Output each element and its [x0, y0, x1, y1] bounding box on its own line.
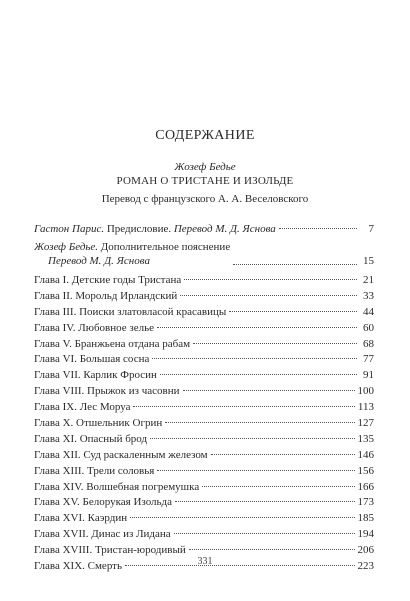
chapter-title: Глава IV. Любовное зелье	[34, 321, 155, 334]
chapter-entry[interactable]	[34, 289, 374, 305]
chapter-page-number: 194	[357, 528, 374, 541]
chapter-page-number: 206	[357, 544, 374, 557]
chapter-page-number: 166	[357, 480, 374, 493]
dot-leader	[211, 454, 355, 455]
chapter-entry[interactable]	[34, 368, 374, 384]
chapter-title: Глава III. Поиски златовласой красавицы	[34, 305, 227, 318]
dot-leader	[157, 327, 357, 328]
book-title: РОМАН О ТРИСТАНЕ И ИЗОЛЬДЕ	[116, 175, 294, 187]
dot-leader	[202, 486, 354, 487]
entry-translator: Перевод М. Д. Яснова	[173, 223, 276, 235]
entry-text	[34, 240, 230, 268]
entry-author: Жозеф Бедье.	[34, 240, 99, 253]
chapter-title: Глава XV. Белорукая Изольда	[34, 496, 173, 509]
dot-leader	[150, 438, 354, 439]
chapter-entry[interactable]	[34, 273, 374, 289]
chapter-page-number: 223	[357, 560, 374, 573]
chapter-entry[interactable]	[34, 337, 374, 353]
chapter-page-number: 146	[357, 448, 374, 461]
chapter-entry[interactable]	[34, 352, 374, 368]
chapter-entry[interactable]	[34, 527, 374, 543]
entry-title: Предисловие.	[104, 223, 174, 235]
dot-leader	[174, 533, 355, 534]
dot-leader	[160, 374, 357, 375]
dot-leader	[180, 295, 357, 296]
chapter-entry[interactable]	[34, 464, 374, 480]
chapter-page-number: 173	[357, 496, 374, 509]
chapter-entry[interactable]	[34, 495, 374, 511]
chapter-title: Глава II. Морольд Ирландский	[34, 289, 178, 302]
dot-leader	[157, 470, 354, 471]
book-author: Жозеф Бедье	[174, 161, 236, 173]
chapter-title: Глава V. Бранжьена отдана рабам	[34, 337, 191, 350]
chapter-title: Глава X. Отшельник Огрин	[34, 417, 163, 430]
dot-leader	[183, 390, 355, 391]
chapter-page-number: 100	[357, 385, 374, 398]
chapter-page-number: 156	[357, 464, 374, 477]
chapter-page-number: 44	[363, 305, 374, 318]
chapter-entry[interactable]	[34, 511, 374, 527]
dot-leader	[152, 358, 357, 359]
chapter-entry[interactable]	[34, 305, 374, 321]
chapter-title: Глава VI. Большая сосна	[34, 353, 150, 366]
chapter-entry[interactable]	[34, 448, 374, 464]
dot-leader	[193, 343, 357, 344]
chapter-page-number: 68	[363, 337, 374, 350]
entry-page-number: 7	[368, 223, 374, 235]
chapter-title: Глава VII. Карлик Фросин	[34, 369, 157, 382]
dot-leader	[279, 228, 357, 229]
chapter-list	[34, 273, 374, 575]
entry-translator: Перевод М. Д. Яснова	[48, 254, 150, 267]
chapter-title: Глава XIV. Волшебная погремушка	[34, 480, 200, 493]
chapter-title: Глава IX. Лес Моруа	[34, 401, 131, 414]
chapter-page-number: 127	[357, 417, 374, 430]
chapter-entry[interactable]	[34, 400, 374, 416]
translation-note: Перевод с французского А. А. Веселовского	[101, 193, 309, 205]
dot-leader	[184, 279, 357, 280]
page-number: 331	[197, 556, 213, 567]
chapter-entry[interactable]	[34, 384, 374, 400]
chapter-title: Глава XII. Суд раскаленным железом	[34, 448, 208, 461]
dot-leader	[233, 264, 357, 265]
chapter-page-number: 33	[363, 289, 374, 302]
chapter-title: Глава XVIII. Тристан-юродивый	[34, 544, 186, 557]
entry-line-1	[34, 241, 230, 253]
chapter-entry[interactable]	[34, 416, 374, 432]
front-matter-entry[interactable]	[34, 222, 374, 238]
chapter-entry[interactable]	[34, 432, 374, 448]
chapter-page-number: 185	[357, 512, 374, 525]
entry-title: Дополнительное пояснение	[98, 240, 231, 253]
chapter-entry[interactable]	[34, 480, 374, 496]
entry-author: Гастон Парис.	[34, 223, 105, 235]
chapter-page-number: 60	[363, 321, 374, 334]
dot-leader	[165, 422, 354, 423]
dot-leader	[133, 406, 354, 407]
dot-leader	[175, 501, 354, 502]
chapter-title: Глава XIX. Смерть	[34, 560, 122, 573]
chapter-title: Глава XI. Опасный брод	[34, 432, 148, 445]
chapter-page-number: 113	[357, 401, 374, 414]
entry-text	[34, 222, 276, 238]
chapter-title: Глава XVI. Каэрдин	[34, 512, 128, 525]
front-matter-entry[interactable]	[34, 240, 374, 268]
chapter-page-number: 77	[363, 353, 374, 366]
chapter-title: Глава XIII. Трели соловья	[34, 464, 155, 477]
dot-leader	[229, 311, 357, 312]
chapter-page-number: 91	[363, 369, 374, 382]
dot-leader	[130, 517, 354, 518]
entry-page-number: 15	[363, 254, 374, 267]
contents-heading: СОДЕРЖАНИЕ	[155, 128, 255, 143]
dot-leader	[189, 549, 355, 550]
chapter-entry[interactable]	[34, 321, 374, 337]
chapter-title: Глава VIII. Прыжок из часовни	[34, 385, 180, 398]
chapter-title: Глава XVII. Динас из Лидана	[34, 528, 171, 541]
front-matter-list	[34, 222, 374, 268]
chapter-title: Глава I. Детские годы Тристана	[34, 274, 182, 286]
chapter-page-number: 21	[363, 274, 374, 286]
chapter-page-number: 135	[357, 432, 374, 445]
book-header	[0, 160, 410, 188]
